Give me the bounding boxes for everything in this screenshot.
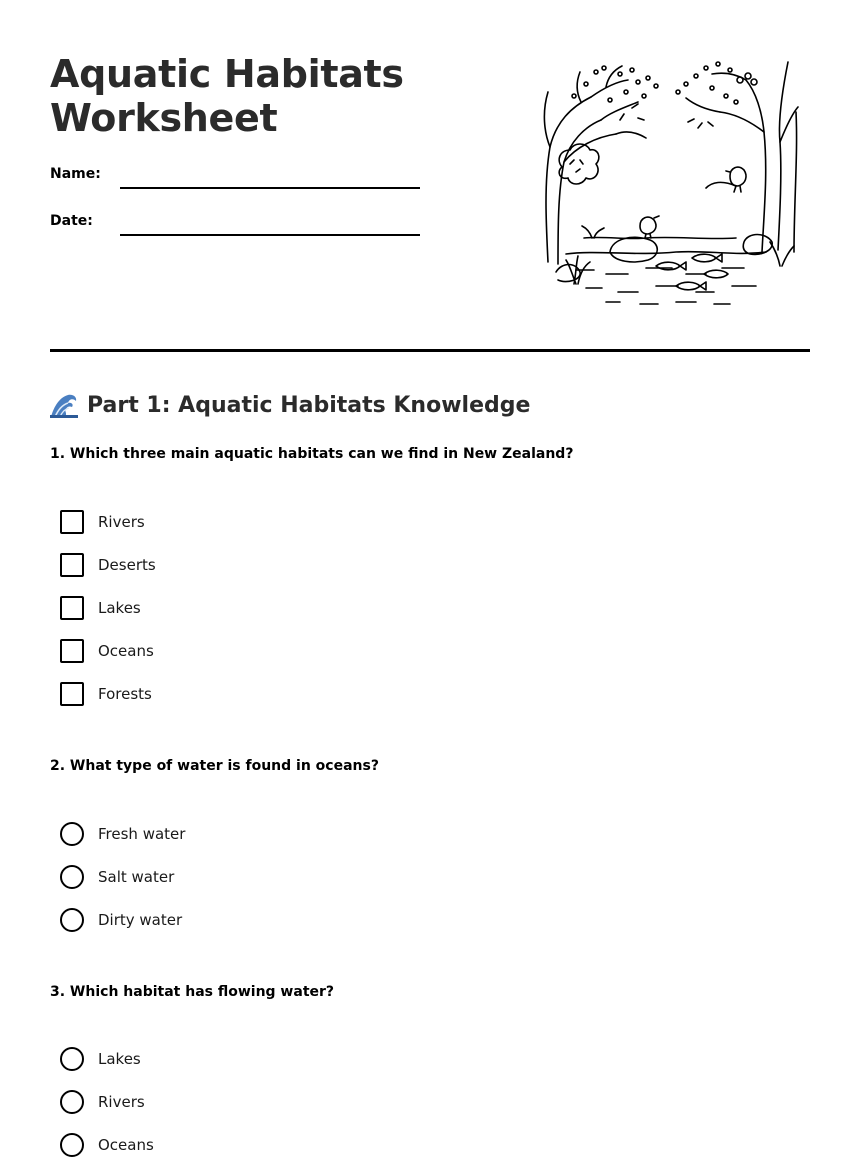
q1-option-oceans[interactable]	[60, 639, 154, 663]
q3-option-oceans[interactable]	[60, 1133, 154, 1157]
q1-checkbox-rivers[interactable]	[60, 510, 84, 534]
wave-icon	[50, 392, 78, 418]
q1-option-label: Deserts	[98, 556, 156, 574]
q1-checkbox-lakes[interactable]	[60, 596, 84, 620]
part1-heading	[50, 390, 530, 420]
forest-river-scene-illustration	[536, 52, 800, 308]
q3-option-label: Lakes	[98, 1050, 141, 1068]
q2-option-fresh-water[interactable]	[60, 822, 185, 846]
q1-option-label: Oceans	[98, 642, 154, 660]
q1-option-rivers[interactable]	[60, 510, 145, 534]
section-divider	[50, 349, 810, 352]
q2-option-label: Salt water	[98, 868, 175, 886]
q2-radio-dirty-water[interactable]	[60, 908, 84, 932]
q2-option-dirty-water[interactable]	[60, 908, 182, 932]
q1-option-lakes[interactable]	[60, 596, 141, 620]
q1-checkbox-deserts[interactable]	[60, 553, 84, 577]
part1-heading-text: Part 1: Aquatic Habitats Knowledge	[87, 392, 531, 418]
date-label: Date:	[50, 213, 93, 229]
q1-checkbox-oceans[interactable]	[60, 639, 84, 663]
question-3: 3. Which habitat has flowing water?	[50, 984, 335, 1000]
q3-radio-lakes[interactable]	[60, 1047, 84, 1071]
q3-option-rivers[interactable]	[60, 1090, 145, 1114]
q2-option-salt-water[interactable]	[60, 865, 174, 889]
name-field[interactable]	[120, 187, 420, 189]
q1-option-label: Forests	[98, 685, 152, 703]
q2-option-label: Dirty water	[98, 911, 183, 929]
q1-checkbox-forests[interactable]	[60, 682, 84, 706]
worksheet-title: Aquatic Habitats Worksheet	[50, 52, 404, 140]
q1-option-deserts[interactable]	[60, 553, 156, 577]
q3-option-label: Oceans	[98, 1136, 154, 1154]
q1-option-forests[interactable]	[60, 682, 152, 706]
question-1: 1. Which three main aquatic habitats can we find in New Zealand?	[50, 446, 574, 462]
name-label: Name:	[50, 166, 101, 182]
q3-option-label: Rivers	[98, 1093, 145, 1111]
q2-option-label: Fresh water	[98, 825, 186, 843]
q2-radio-fresh-water[interactable]	[60, 822, 84, 846]
q1-option-label: Rivers	[98, 513, 145, 531]
q2-radio-salt-water[interactable]	[60, 865, 84, 889]
q3-radio-oceans[interactable]	[60, 1133, 84, 1157]
date-field[interactable]	[120, 234, 420, 236]
q1-option-label: Lakes	[98, 599, 141, 617]
question-2: 2. What type of water is found in oceans?	[50, 758, 379, 774]
q3-option-lakes[interactable]	[60, 1047, 141, 1071]
q3-radio-rivers[interactable]	[60, 1090, 84, 1114]
